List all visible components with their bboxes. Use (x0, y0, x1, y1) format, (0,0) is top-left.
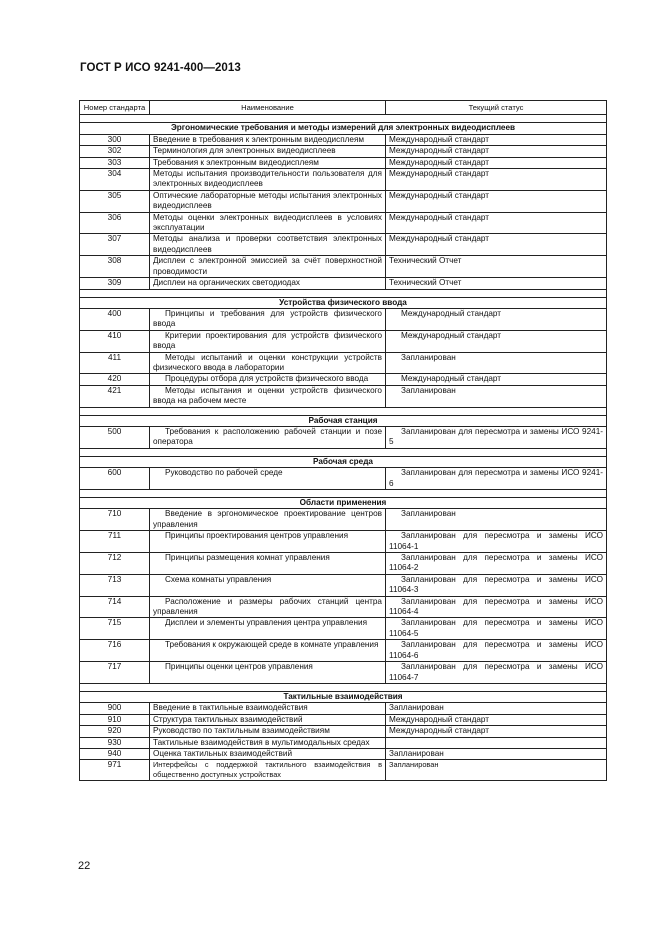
standard-name-cell: Введение в требования к электронным видеодисплеям (150, 134, 386, 145)
standard-name-cell: Принципы и требования для устройств физического ввода (150, 308, 386, 330)
standard-status-cell: Международный стандарт (386, 134, 607, 145)
standard-status-cell: Технический Отчет (386, 278, 607, 289)
standard-status-cell: Запланирован для пересмотра и замены ИСО 11064-4 (386, 596, 607, 618)
standard-name-cell: Интерфейсы с поддержкой тактильного взаимодействия в общественно доступных устройствах (150, 760, 386, 780)
standard-status-cell: Запланирован для пересмотра и замены ИСО 11064-2 (386, 553, 607, 575)
section-spacer (80, 115, 607, 123)
standard-number-cell: 900 (80, 703, 150, 714)
section-spacer (80, 683, 607, 691)
standard-status-cell: Запланирован (386, 385, 607, 407)
table-row (80, 256, 607, 278)
standard-name-cell: Принципы проектирования центров управления (150, 531, 386, 553)
standard-number-cell: 715 (80, 618, 150, 640)
spacer-cell (80, 490, 607, 498)
standard-status-cell: Запланирован (386, 748, 607, 759)
standard-name-cell: Требования к окружающей среде в комнате управления (150, 640, 386, 662)
standard-name-cell: Методы оценки электронных видеодисплеев в условиях эксплуатации (150, 212, 386, 234)
standard-status-cell: Технический Отчет (386, 256, 607, 278)
standard-number-cell: 420 (80, 374, 150, 385)
standard-status-cell: Международный стандарт (386, 374, 607, 385)
table-row (80, 374, 607, 385)
section-spacer (80, 490, 607, 498)
standard-number-cell: 713 (80, 574, 150, 596)
table-row (80, 703, 607, 714)
table-row (80, 596, 607, 618)
standard-status-cell: Запланирован для пересмотра и замены ИСО 9241-6 (386, 468, 607, 490)
standard-name-cell: Дисплеи с электронной эмиссией за счёт поверхностной проводимости (150, 256, 386, 278)
standard-status-cell: Международный стандарт (386, 308, 607, 330)
standard-number-cell: 940 (80, 748, 150, 759)
standard-status-cell: Международный стандарт (386, 190, 607, 212)
column-header-name: Наименование (150, 101, 386, 115)
standard-number-cell: 714 (80, 596, 150, 618)
standard-number-cell: 716 (80, 640, 150, 662)
standard-status-cell: Международный стандарт (386, 169, 607, 191)
document-title: ГОСТ Р ИСО 9241-400—2013 (80, 62, 241, 74)
standard-status-cell: Запланирован для пересмотра и замены ИСО 11064-6 (386, 640, 607, 662)
table-row (80, 190, 607, 212)
section-title: Области применения (80, 498, 607, 509)
standard-name-cell: Руководство по тактильным взаимодействиям (150, 726, 386, 737)
standard-name-cell: Оценка тактильных взаимодействий (150, 748, 386, 759)
section-spacer (80, 289, 607, 297)
standard-status-cell: Международный стандарт (386, 726, 607, 737)
standard-number-cell: 304 (80, 169, 150, 191)
standard-name-cell: Методы испытаний и оценки конструкции устройств физического ввода в лаборатории (150, 352, 386, 374)
standard-number-cell: 710 (80, 509, 150, 531)
standards-table (79, 100, 607, 781)
standard-status-cell: Запланирован для пересмотра и замены ИСО 11064-7 (386, 662, 607, 684)
table-row (80, 748, 607, 759)
standard-status-cell: Запланирован для пересмотра и замены ИСО 9241-5 (386, 426, 607, 448)
column-header-status: Текущий статус (386, 101, 607, 115)
standard-number-cell: 400 (80, 308, 150, 330)
standard-status-cell: Международный стандарт (386, 714, 607, 725)
section-spacer (80, 407, 607, 415)
section-title: Устройства физического ввода (80, 297, 607, 308)
standard-number-cell: 421 (80, 385, 150, 407)
standard-name-cell: Критерии проектирования для устройств физического ввода (150, 330, 386, 352)
table-body (80, 115, 607, 780)
spacer-cell (80, 448, 607, 456)
section-header-row (80, 456, 607, 467)
table-row (80, 352, 607, 374)
standard-number-cell: 411 (80, 352, 150, 374)
standard-number-cell: 410 (80, 330, 150, 352)
standard-number-cell: 711 (80, 531, 150, 553)
standard-name-cell: Расположение и размеры рабочих станций центра управления (150, 596, 386, 618)
standard-status-cell: Запланирован для пересмотра и замены ИСО 11064-3 (386, 574, 607, 596)
section-title: Эргономические требования и методы измерений для электронных видеодисплеев (80, 123, 607, 134)
standard-number-cell: 910 (80, 714, 150, 725)
standard-status-cell: Запланирован (386, 760, 607, 780)
standard-name-cell: Требования к электронным видеодисплеям (150, 157, 386, 168)
table-row (80, 618, 607, 640)
standard-status-cell: Запланирован (386, 352, 607, 374)
standard-number-cell: 306 (80, 212, 150, 234)
standard-number-cell: 300 (80, 134, 150, 145)
standard-name-cell: Принципы оценки центров управления (150, 662, 386, 684)
table-row (80, 714, 607, 725)
table-row (80, 574, 607, 596)
table-row (80, 385, 607, 407)
table-row (80, 157, 607, 168)
standard-name-cell: Требования к расположению рабочей станции и позе оператора (150, 426, 386, 448)
standard-name-cell: Методы испытания и оценки устройств физического ввода на рабочем месте (150, 385, 386, 407)
standard-number-cell: 307 (80, 234, 150, 256)
standard-number-cell: 717 (80, 662, 150, 684)
standard-status-cell: Международный стандарт (386, 146, 607, 157)
standard-status-cell: Международный стандарт (386, 234, 607, 256)
standard-status-cell: Международный стандарт (386, 157, 607, 168)
table-row (80, 468, 607, 490)
table-header-row (80, 101, 607, 115)
standard-name-cell: Дисплеи на органических светодиодах (150, 278, 386, 289)
standard-name-cell: Процедуры отбора для устройств физического ввода (150, 374, 386, 385)
section-title: Рабочая среда (80, 456, 607, 467)
table-row (80, 330, 607, 352)
table-row (80, 234, 607, 256)
section-spacer (80, 448, 607, 456)
table-row (80, 737, 607, 748)
standard-number-cell: 971 (80, 760, 150, 780)
column-header-number: Номер стандарта (80, 101, 150, 115)
section-title: Тактильные взаимодействия (80, 691, 607, 702)
table-row (80, 726, 607, 737)
table-row (80, 553, 607, 575)
spacer-cell (80, 407, 607, 415)
standard-number-cell: 712 (80, 553, 150, 575)
standard-name-cell: Введение в эргономическое проектирование центров управления (150, 509, 386, 531)
standard-number-cell: 309 (80, 278, 150, 289)
section-title: Рабочая станция (80, 415, 607, 426)
standard-name-cell: Руководство по рабочей среде (150, 468, 386, 490)
standard-number-cell: 302 (80, 146, 150, 157)
standard-name-cell: Тактильные взаимодействия в мультимодальных средах (150, 737, 386, 748)
section-header-row (80, 123, 607, 134)
standard-name-cell: Методы испытания производительности пользователя для электронных видеодисплеев (150, 169, 386, 191)
section-header-row (80, 691, 607, 702)
standard-name-cell: Оптические лабораторные методы испытания электронных видеодисплеев (150, 190, 386, 212)
standard-number-cell: 308 (80, 256, 150, 278)
table-row (80, 146, 607, 157)
table-row (80, 509, 607, 531)
standard-number-cell: 303 (80, 157, 150, 168)
table-row (80, 640, 607, 662)
standard-name-cell: Схема комнаты управления (150, 574, 386, 596)
standard-status-cell: Международный стандарт (386, 212, 607, 234)
section-header-row (80, 415, 607, 426)
table-row (80, 308, 607, 330)
standard-status-cell: Запланирован (386, 509, 607, 531)
spacer-cell (80, 289, 607, 297)
standard-name-cell: Дисплеи и элементы управления центра управления (150, 618, 386, 640)
standard-status-cell: Запланирован для пересмотра и замены ИСО 11064-5 (386, 618, 607, 640)
standard-name-cell: Структура тактильных взаимодействий (150, 714, 386, 725)
standard-name-cell: Принципы размещения комнат управления (150, 553, 386, 575)
section-header-row (80, 297, 607, 308)
standard-number-cell: 920 (80, 726, 150, 737)
table-row (80, 278, 607, 289)
table-row (80, 134, 607, 145)
standard-number-cell: 600 (80, 468, 150, 490)
standard-number-cell: 500 (80, 426, 150, 448)
table-row (80, 662, 607, 684)
spacer-cell (80, 683, 607, 691)
standard-status-cell (386, 737, 607, 748)
table-row (80, 760, 607, 780)
standard-number-cell: 305 (80, 190, 150, 212)
spacer-cell (80, 115, 607, 123)
page-number: 22 (78, 860, 91, 872)
standard-name-cell: Введение в тактильные взаимодействия (150, 703, 386, 714)
table-row (80, 426, 607, 448)
table-row (80, 531, 607, 553)
standard-name-cell: Терминология для электронных видеодисплеев (150, 146, 386, 157)
section-header-row (80, 498, 607, 509)
standard-status-cell: Запланирован для пересмотра и замены ИСО 11064-1 (386, 531, 607, 553)
standard-number-cell: 930 (80, 737, 150, 748)
standard-name-cell: Методы анализа и проверки соответствия электронных видеодисплеев (150, 234, 386, 256)
standard-status-cell: Запланирован (386, 703, 607, 714)
standard-status-cell: Международный стандарт (386, 330, 607, 352)
table-row (80, 212, 607, 234)
table-row (80, 169, 607, 191)
